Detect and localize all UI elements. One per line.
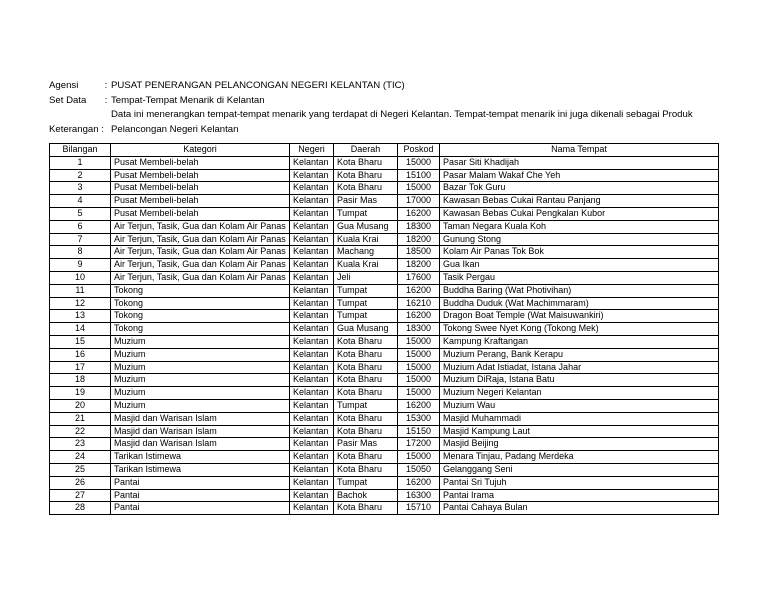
cell-kategori: Air Terjun, Tasik, Gua dan Kolam Air Panas <box>111 246 290 259</box>
cell-bilangan: 15 <box>50 335 111 348</box>
cell-negeri: Kelantan <box>290 220 334 233</box>
cell-daerah: Tumpat <box>334 476 398 489</box>
cell-nama-tempat: Gua Ikan <box>440 259 719 272</box>
cell-daerah: Kota Bharu <box>334 463 398 476</box>
cell-nama-tempat: Pantai Irama <box>440 489 719 502</box>
cell-nama-tempat: Kampung Kraftangan <box>440 335 719 348</box>
cell-nama-tempat: Muzium Perang, Bank Kerapu <box>440 348 719 361</box>
cell-daerah: Bachok <box>334 489 398 502</box>
cell-bilangan: 26 <box>50 476 111 489</box>
cell-negeri: Kelantan <box>290 425 334 438</box>
cell-poskod: 17200 <box>398 438 440 451</box>
colon: : <box>104 94 108 106</box>
table-row <box>50 387 719 400</box>
cell-kategori: Air Terjun, Tasik, Gua dan Kolam Air Panas <box>111 233 290 246</box>
cell-daerah: Kota Bharu <box>334 502 398 515</box>
cell-negeri: Kelantan <box>290 412 334 425</box>
cell-poskod: 15710 <box>398 502 440 515</box>
cell-nama-tempat: Buddha Duduk (Wat Machimmaram) <box>440 297 719 310</box>
cell-bilangan: 13 <box>50 310 111 323</box>
cell-kategori: Tokong <box>111 310 290 323</box>
cell-bilangan: 11 <box>50 284 111 297</box>
cell-poskod: 17000 <box>398 195 440 208</box>
table-row <box>50 233 719 246</box>
cell-bilangan: 28 <box>50 502 111 515</box>
cell-poskod: 16200 <box>398 399 440 412</box>
cell-nama-tempat: Gunung Stong <box>440 233 719 246</box>
colon: : <box>104 80 108 91</box>
cell-bilangan: 6 <box>50 220 111 233</box>
cell-bilangan: 27 <box>50 489 111 502</box>
header-poskod: Poskod <box>398 144 440 157</box>
cell-bilangan: 17 <box>50 361 111 374</box>
setdata-description: Data ini menerangkan tempat-tempat menarik yang terdapat di Negeri Kelantan. Tempat-tempat menarik ini juga dikenali sebagai Produk <box>111 109 693 120</box>
cell-nama-tempat: Pasar Siti Khadijah <box>440 156 719 169</box>
table-row <box>50 374 719 387</box>
cell-bilangan: 10 <box>50 271 111 284</box>
cell-daerah: Tumpat <box>334 297 398 310</box>
table-header-row <box>50 144 719 157</box>
agensi-row <box>49 79 693 94</box>
cell-poskod: 15000 <box>398 361 440 374</box>
setdata-value: Tempat-Tempat Menarik di Kelantan <box>111 94 265 106</box>
places-table <box>49 143 719 515</box>
cell-daerah: Jeli <box>334 271 398 284</box>
cell-daerah: Tumpat <box>334 207 398 220</box>
cell-negeri: Kelantan <box>290 233 334 246</box>
cell-kategori: Tarikan Istimewa <box>111 463 290 476</box>
cell-daerah: Tumpat <box>334 310 398 323</box>
cell-negeri: Kelantan <box>290 297 334 310</box>
header-negeri: Negeri <box>290 144 334 157</box>
cell-negeri: Kelantan <box>290 323 334 336</box>
cell-kategori: Air Terjun, Tasik, Gua dan Kolam Air Panas <box>111 271 290 284</box>
cell-bilangan: 14 <box>50 323 111 336</box>
cell-nama-tempat: Pantai Cahaya Bulan <box>440 502 719 515</box>
cell-negeri: Kelantan <box>290 374 334 387</box>
cell-bilangan: 24 <box>50 451 111 464</box>
cell-kategori: Masjid dan Warisan Islam <box>111 438 290 451</box>
cell-kategori: Pusat Membeli-belah <box>111 182 290 195</box>
cell-poskod: 18300 <box>398 323 440 336</box>
cell-bilangan: 12 <box>50 297 111 310</box>
table-row <box>50 259 719 272</box>
cell-poskod: 18300 <box>398 220 440 233</box>
cell-bilangan: 19 <box>50 387 111 400</box>
cell-nama-tempat: Muzium DiRaja, Istana Batu <box>440 374 719 387</box>
cell-daerah: Gua Musang <box>334 323 398 336</box>
cell-bilangan: 8 <box>50 246 111 259</box>
cell-bilangan: 5 <box>50 207 111 220</box>
header-nama-tempat: Nama Tempat <box>440 144 719 157</box>
cell-bilangan: 16 <box>50 348 111 361</box>
cell-kategori: Muzium <box>111 348 290 361</box>
cell-poskod: 18500 <box>398 246 440 259</box>
table-row <box>50 399 719 412</box>
cell-kategori: Pusat Membeli-belah <box>111 156 290 169</box>
table-row <box>50 271 719 284</box>
cell-poskod: 15000 <box>398 335 440 348</box>
cell-bilangan: 2 <box>50 169 111 182</box>
cell-daerah: Machang <box>334 246 398 259</box>
table-row <box>50 195 719 208</box>
cell-negeri: Kelantan <box>290 195 334 208</box>
cell-poskod: 16300 <box>398 489 440 502</box>
cell-negeri: Kelantan <box>290 438 334 451</box>
keterangan-value: Pelancongan Negeri Kelantan <box>111 123 239 135</box>
cell-kategori: Tarikan Istimewa <box>111 451 290 464</box>
keterangan-row <box>49 123 693 138</box>
table-row <box>50 220 719 233</box>
cell-bilangan: 4 <box>50 195 111 208</box>
cell-negeri: Kelantan <box>290 310 334 323</box>
cell-negeri: Kelantan <box>290 207 334 220</box>
cell-kategori: Pusat Membeli-belah <box>111 169 290 182</box>
cell-bilangan: 21 <box>50 412 111 425</box>
cell-kategori: Muzium <box>111 387 290 400</box>
table-row <box>50 335 719 348</box>
table-body <box>50 156 719 514</box>
header-kategori: Kategori <box>111 144 290 157</box>
cell-nama-tempat: Pasar Malam Wakaf Che Yeh <box>440 169 719 182</box>
cell-poskod: 15000 <box>398 387 440 400</box>
cell-negeri: Kelantan <box>290 284 334 297</box>
cell-kategori: Tokong <box>111 323 290 336</box>
cell-daerah: Kota Bharu <box>334 425 398 438</box>
cell-poskod: 15000 <box>398 156 440 169</box>
cell-kategori: Muzium <box>111 361 290 374</box>
cell-nama-tempat: Gelanggang Seni <box>440 463 719 476</box>
cell-poskod: 18200 <box>398 259 440 272</box>
cell-nama-tempat: Pantai Sri Tujuh <box>440 476 719 489</box>
cell-nama-tempat: Kawasan Bebas Cukai Pengkalan Kubor <box>440 207 719 220</box>
cell-negeri: Kelantan <box>290 451 334 464</box>
cell-negeri: Kelantan <box>290 246 334 259</box>
cell-negeri: Kelantan <box>290 259 334 272</box>
cell-kategori: Masjid dan Warisan Islam <box>111 412 290 425</box>
cell-kategori: Muzium <box>111 399 290 412</box>
table-row <box>50 246 719 259</box>
cell-poskod: 15300 <box>398 412 440 425</box>
setdata-label: Set Data <box>49 94 87 106</box>
cell-poskod: 15150 <box>398 425 440 438</box>
cell-poskod: 16200 <box>398 207 440 220</box>
cell-negeri: Kelantan <box>290 399 334 412</box>
cell-bilangan: 9 <box>50 259 111 272</box>
cell-poskod: 15000 <box>398 451 440 464</box>
cell-daerah: Pasir Mas <box>334 195 398 208</box>
cell-nama-tempat: Menara Tinjau, Padang Merdeka <box>440 451 719 464</box>
cell-daerah: Tumpat <box>334 399 398 412</box>
cell-daerah: Kota Bharu <box>334 348 398 361</box>
cell-bilangan: 7 <box>50 233 111 246</box>
cell-daerah: Pasir Mas <box>334 438 398 451</box>
table-row <box>50 502 719 515</box>
cell-negeri: Kelantan <box>290 182 334 195</box>
table-row <box>50 323 719 336</box>
cell-nama-tempat: Masjid Beijing <box>440 438 719 451</box>
cell-nama-tempat: Kolam Air Panas Tok Bok <box>440 246 719 259</box>
cell-negeri: Kelantan <box>290 348 334 361</box>
table-row <box>50 207 719 220</box>
cell-poskod: 18200 <box>398 233 440 246</box>
cell-poskod: 16210 <box>398 297 440 310</box>
cell-bilangan: 23 <box>50 438 111 451</box>
keterangan-label: Keterangan : <box>49 123 104 135</box>
cell-kategori: Pusat Membeli-belah <box>111 207 290 220</box>
table-row <box>50 169 719 182</box>
cell-poskod: 16200 <box>398 310 440 323</box>
metadata-block <box>49 79 693 137</box>
cell-daerah: Kota Bharu <box>334 412 398 425</box>
cell-nama-tempat: Kawasan Bebas Cukai Rantau Panjang <box>440 195 719 208</box>
cell-kategori: Pantai <box>111 489 290 502</box>
cell-bilangan: 22 <box>50 425 111 438</box>
cell-negeri: Kelantan <box>290 156 334 169</box>
cell-kategori: Tokong <box>111 284 290 297</box>
cell-daerah: Kota Bharu <box>334 361 398 374</box>
cell-negeri: Kelantan <box>290 489 334 502</box>
cell-bilangan: 20 <box>50 399 111 412</box>
cell-daerah: Gua Musang <box>334 220 398 233</box>
cell-kategori: Muzium <box>111 374 290 387</box>
cell-negeri: Kelantan <box>290 361 334 374</box>
cell-nama-tempat: Muzium Negeri Kelantan <box>440 387 719 400</box>
cell-kategori: Masjid dan Warisan Islam <box>111 425 290 438</box>
cell-nama-tempat: Masjid Kampung Laut <box>440 425 719 438</box>
setdata-desc-row <box>49 108 693 123</box>
cell-poskod: 17600 <box>398 271 440 284</box>
cell-nama-tempat: Muzium Adat Istiadat, Istana Jahar <box>440 361 719 374</box>
cell-poskod: 15000 <box>398 182 440 195</box>
table-row <box>50 438 719 451</box>
cell-daerah: Tumpat <box>334 284 398 297</box>
header-daerah: Daerah <box>334 144 398 157</box>
cell-daerah: Kota Bharu <box>334 182 398 195</box>
table-row <box>50 476 719 489</box>
table-row <box>50 156 719 169</box>
cell-negeri: Kelantan <box>290 169 334 182</box>
cell-daerah: Kota Bharu <box>334 335 398 348</box>
cell-negeri: Kelantan <box>290 387 334 400</box>
cell-poskod: 15100 <box>398 169 440 182</box>
cell-bilangan: 1 <box>50 156 111 169</box>
cell-daerah: Kuala Krai <box>334 259 398 272</box>
cell-poskod: 15000 <box>398 374 440 387</box>
cell-poskod: 15000 <box>398 348 440 361</box>
agensi-label: Agensi <box>49 80 79 91</box>
cell-kategori: Air Terjun, Tasik, Gua dan Kolam Air Panas <box>111 259 290 272</box>
cell-daerah: Kota Bharu <box>334 156 398 169</box>
cell-poskod: 16200 <box>398 476 440 489</box>
agensi-value: PUSAT PENERANGAN PELANCONGAN NEGERI KELANTAN (TIC) <box>111 80 405 91</box>
cell-bilangan: 25 <box>50 463 111 476</box>
cell-nama-tempat: Muzium Wau <box>440 399 719 412</box>
cell-daerah: Kota Bharu <box>334 374 398 387</box>
table-row <box>50 451 719 464</box>
cell-negeri: Kelantan <box>290 271 334 284</box>
table-row <box>50 310 719 323</box>
cell-bilangan: 18 <box>50 374 111 387</box>
cell-daerah: Kota Bharu <box>334 169 398 182</box>
cell-negeri: Kelantan <box>290 476 334 489</box>
cell-nama-tempat: Tokong Swee Nyet Kong (Tokong Mek) <box>440 323 719 336</box>
table-row <box>50 182 719 195</box>
header-bilangan: Bilangan <box>50 144 111 157</box>
cell-nama-tempat: Masjid Muhammadi <box>440 412 719 425</box>
cell-daerah: Kota Bharu <box>334 451 398 464</box>
cell-nama-tempat: Tasik Pergau <box>440 271 719 284</box>
table-row <box>50 348 719 361</box>
table-row <box>50 463 719 476</box>
cell-kategori: Pantai <box>111 476 290 489</box>
cell-nama-tempat: Buddha Baring (Wat Photivihan) <box>440 284 719 297</box>
table-row <box>50 425 719 438</box>
cell-daerah: Kuala Krai <box>334 233 398 246</box>
table-row <box>50 284 719 297</box>
cell-kategori: Pusat Membeli-belah <box>111 195 290 208</box>
setdata-row <box>49 94 693 109</box>
table-row <box>50 489 719 502</box>
cell-negeri: Kelantan <box>290 335 334 348</box>
cell-nama-tempat: Dragon Boat Temple (Wat Maisuwankiri) <box>440 310 719 323</box>
cell-kategori: Tokong <box>111 297 290 310</box>
cell-kategori: Muzium <box>111 335 290 348</box>
cell-daerah: Kota Bharu <box>334 387 398 400</box>
cell-nama-tempat: Bazar Tok Guru <box>440 182 719 195</box>
cell-kategori: Air Terjun, Tasik, Gua dan Kolam Air Panas <box>111 220 290 233</box>
cell-nama-tempat: Taman Negara Kuala Koh <box>440 220 719 233</box>
table-row <box>50 297 719 310</box>
table-row <box>50 361 719 374</box>
cell-bilangan: 3 <box>50 182 111 195</box>
cell-negeri: Kelantan <box>290 502 334 515</box>
table-row <box>50 412 719 425</box>
cell-negeri: Kelantan <box>290 463 334 476</box>
cell-poskod: 16200 <box>398 284 440 297</box>
cell-poskod: 15050 <box>398 463 440 476</box>
cell-kategori: Pantai <box>111 502 290 515</box>
